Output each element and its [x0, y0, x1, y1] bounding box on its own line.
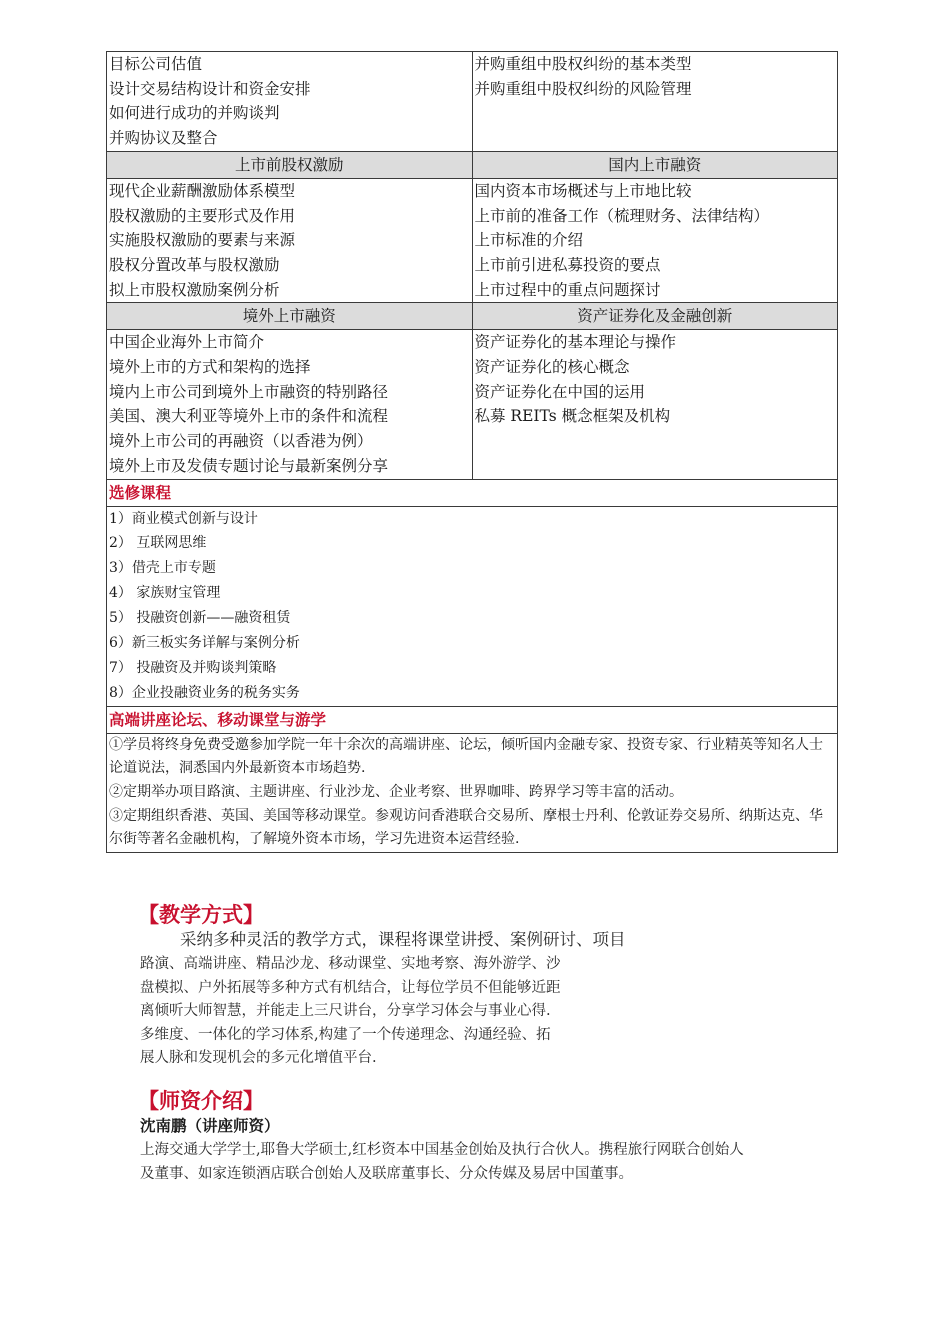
paragraph-line: 多维度、一体化的学习体系,构建了一个传递理念、沟通经验、拓 [140, 1026, 551, 1043]
list-item: 5） 投融资创新——融资租赁 [109, 610, 291, 627]
table-row [107, 330, 838, 479]
cell-equity-incentive [107, 178, 473, 303]
cell-ma-left [107, 52, 473, 152]
list-item: 并购重组中股权纠纷的基本类型 [474, 55, 692, 73]
teacher-bio [140, 1138, 870, 1186]
list-item: 4） 家族财宝管理 [109, 585, 221, 602]
course-table [106, 51, 838, 853]
table-row [107, 733, 838, 852]
list-item: 资产证券化在中国的运用 [474, 382, 646, 401]
table-row [107, 506, 838, 706]
paragraph-line: 及董事、如家连锁酒店联合创始人及联席董事长、分众传媒及易居中国董事。 [140, 1166, 633, 1182]
faculty-heading: 【师资介绍】 [138, 1089, 264, 1113]
cell-domestic-ipo [472, 178, 838, 303]
table-row [107, 706, 838, 733]
list-item: 境外上市公司的再融资（以香港为例） [109, 432, 373, 451]
paragraph-line: 采纳多种灵活的教学方式，课程将课堂讲授、案例研讨、项目 [180, 930, 626, 949]
section-title-equity-incentive: 上市前股权激励 [107, 151, 473, 178]
table-row [107, 52, 838, 152]
list-item: 资产证券化的核心概念 [474, 358, 630, 377]
list-item: 并购协议及整合 [109, 129, 218, 148]
list-item: 股权激励的主要形式及作用 [109, 206, 296, 225]
list-item: 并购重组中股权纠纷的风险管理 [474, 79, 692, 98]
table-row [107, 479, 838, 506]
paragraph-line: 离倾听大师智慧，并能走上三尺讲台，分享学习体会与事业心得. [140, 1003, 551, 1019]
cell-ma-right [472, 52, 838, 152]
paragraph-line: 路演、高端讲座、精品沙龙、移动课堂、实地考察、海外游学、沙 [140, 956, 561, 972]
section-title-securitization: 资产证券化及金融创新 [472, 303, 838, 330]
list-item: 上市过程中的重点问题探讨 [474, 280, 661, 299]
list-item: 6）新三板实务详解与案例分析 [109, 635, 300, 652]
list-item: 境外上市的方式和架构的选择 [109, 358, 311, 377]
table-header-row [107, 303, 838, 330]
list-item: 3）借壳上市专题 [109, 560, 216, 577]
elective-title: 选修课程 [107, 479, 838, 506]
paragraph-line: 盘模拟、户外拓展等多种方式有机结合，让每位学员不但能够近距 [140, 979, 561, 996]
list-item: 境外上市及发债专题讨论与最新案例分享 [109, 456, 389, 475]
teaching-heading: 【教学方式】 [138, 903, 264, 927]
list-item: 如何进行成功的并购谈判 [109, 104, 280, 123]
list-item: 上市前引进私募投资的要点 [474, 255, 661, 274]
paragraph-line: 展人脉和发现机会的多元化增值平台. [140, 1050, 377, 1066]
list-item: 现代企业薪酬激励体系模型 [109, 181, 296, 200]
table-row [107, 178, 838, 303]
list-item: ③定期组织香港、英国、美国等移动课堂。参观访问香港联合交易所、摩根士丹利、伦敦证券交易所、纳斯达克、华尔街等著名金融机构，了解境外资本市场，学习先进资本运营经验. [109, 807, 823, 848]
list-item: 中国企业海外上市简介 [109, 333, 265, 352]
list-item: 设计交易结构设计和资金安排 [109, 79, 311, 98]
list-item: 实施股权激励的要素与来源 [109, 231, 296, 250]
list-item: 拟上市股权激励案例分析 [109, 280, 280, 299]
list-item: 私募 REITs 概念框架及机构 [474, 407, 671, 426]
teacher-name: 沈南鹏（讲座师资） [140, 1117, 280, 1135]
list-item: 美国、澳大利亚等境外上市的条件和流程 [109, 407, 389, 426]
list-item: 资产证券化的基本理论与操作 [474, 333, 677, 352]
cell-overseas-ipo [107, 330, 473, 479]
teaching-paragraph [140, 927, 626, 1071]
elective-list [107, 506, 838, 706]
list-item: 国内资本市场概述与上市地比较 [474, 181, 692, 200]
list-item: 境内上市公司到境外上市融资的特别路径 [109, 382, 389, 401]
section-title-overseas-ipo: 境外上市融资 [107, 303, 473, 330]
list-item: 2） 互联网思维 [109, 535, 207, 552]
list-item: ②定期举办项目路演、主题讲座、行业沙龙、企业考察、世界咖啡、跨界学习等丰富的活动。 [109, 783, 683, 800]
list-item: 上市标准的介绍 [474, 231, 584, 250]
paragraph-line: 上海交通大学学士,耶鲁大学硕士,红杉资本中国基金创始及执行合伙人。携程旅行网联合创始人 [140, 1142, 744, 1158]
forum-list [107, 733, 838, 852]
list-item: 1）商业模式创新与设计 [109, 510, 258, 527]
cell-securitization [472, 330, 838, 479]
forum-title: 高端讲座论坛、移动课堂与游学 [107, 706, 838, 733]
list-item: 股权分置改革与股权激励 [109, 255, 280, 274]
list-item: 上市前的准备工作（梳理财务、法律结构） [474, 206, 770, 225]
table-header-row [107, 151, 838, 178]
list-item: 8）企业投融资业务的税务实务 [109, 684, 300, 701]
section-title-domestic-ipo: 国内上市融资 [472, 151, 838, 178]
list-item: 7） 投融资及并购谈判策略 [109, 659, 277, 676]
list-item: 目标公司估值 [109, 55, 203, 73]
list-item: ①学员将终身免费受邀参加学院一年十余次的高端讲座、论坛，倾听国内金融专家、投资专家、行业精英等知名人士论道说法，洞悉国内外最新资本市场趋势. [109, 736, 823, 777]
